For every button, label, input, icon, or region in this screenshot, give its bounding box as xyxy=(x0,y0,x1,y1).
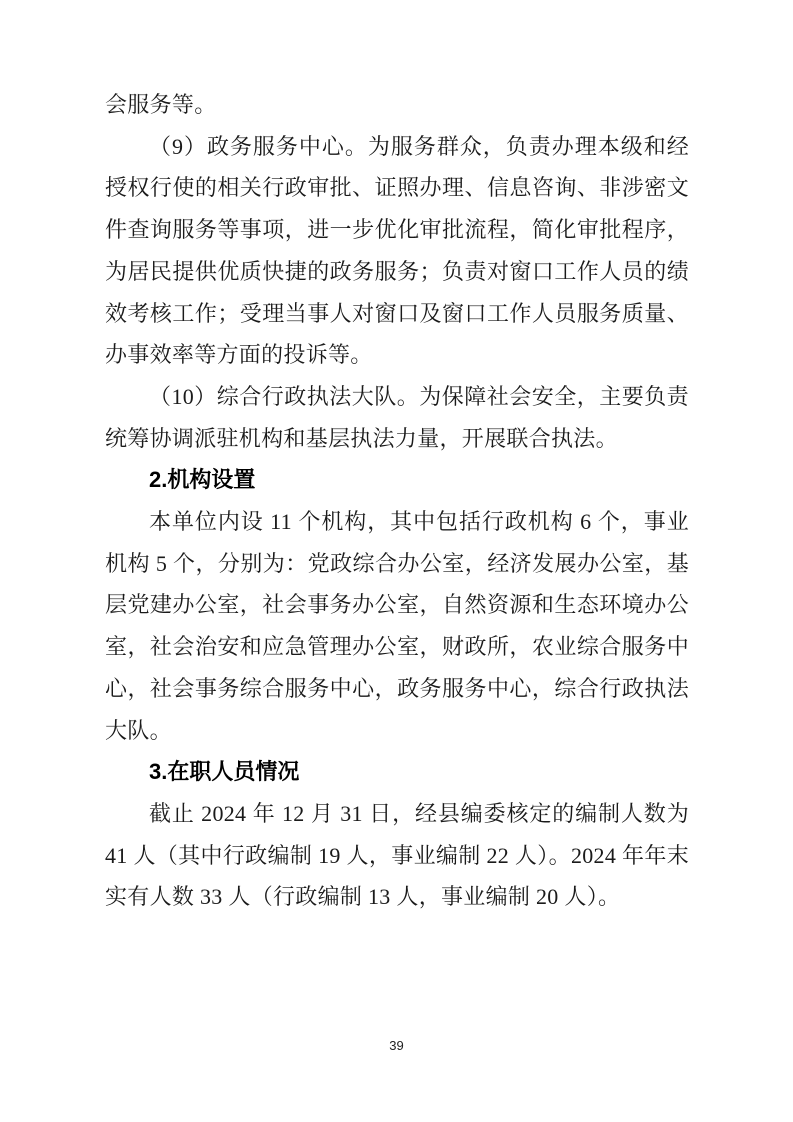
paragraph-item-10-law-enforcement-brigade: （10）综合行政执法大队。为保障社会安全，主要负责统筹协调派驻机构和基层执法力量，开展联合执法。 xyxy=(105,383,689,451)
paragraph-item-9-government-service-center: （9）政务服务中心。为服务群众，负责办理本级和经授权行使的相关行政审批、证照办理、信息咨询、非涉密文件查询服务等事项，进一步优化审批流程，简化审批程序，为居民提供优质快捷的政务服务；负责对窗口工作人员的绩效考核工作；受理当事人对窗口及窗口工作人员服务质量、办事效率等方面的投诉等。 xyxy=(105,133,689,368)
paragraph-staffing-situation: 截止 2024 年 12 月 31 日，经县编委核定的编制人数为 41 人（其中行政编制 19 人，事业编制 22 人）。2024 年年末实有人数 33 人（行政编制 13 人，事业编制 20 人）。 xyxy=(105,800,689,910)
section-heading-3-staffing-situation: 3.在职人员情况 xyxy=(149,759,300,785)
paragraph-organization-setup: 本单位内设 11 个机构，其中包括行政机构 6 个，事业机构 5 个，分别为：党政综合办公室，经济发展办公室，基层党建办公室，社会事务办公室，自然资源和生态环境办公室，社会治安和应急管理办公室，财政所，农业综合服务中心，社会事务综合服务中心，政务服务中心，综合行政执法大队。 xyxy=(105,509,689,743)
document-body xyxy=(105,84,689,918)
paragraph-continuation: 会服务等。 xyxy=(105,92,217,117)
section-heading-2-organization-setup: 2.机构设置 xyxy=(149,467,256,493)
page-number: 39 xyxy=(389,1038,404,1053)
